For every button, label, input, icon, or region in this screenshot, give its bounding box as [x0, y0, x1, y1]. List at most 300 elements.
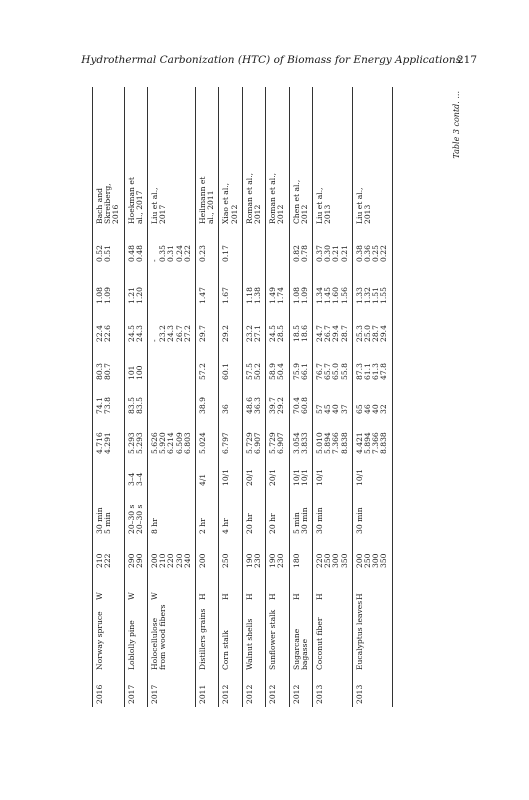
table-cell-hhv — [124, 417, 147, 457]
table-cell-ref — [289, 87, 312, 227]
cell-line: 20–30 s — [134, 504, 144, 534]
table-cell-year — [93, 673, 125, 707]
table-cell-ref — [313, 87, 353, 227]
cell-line: 5.626 — [150, 432, 160, 454]
cell-line: 55.8 — [339, 363, 349, 380]
cell-line: 2016 — [111, 204, 121, 224]
table-cell-feedstock — [219, 603, 242, 673]
table-row — [289, 87, 312, 707]
table-cell-type — [196, 571, 219, 603]
cell-line: 2017 — [158, 204, 168, 224]
table-cell-hhv — [219, 417, 242, 457]
table-cell-c5 — [219, 227, 242, 265]
cell-line: 220 — [166, 553, 176, 568]
table-cell-year — [196, 673, 219, 707]
cell-line: 58.9 — [268, 363, 278, 380]
cell-line: 26.7 — [174, 325, 184, 342]
cell-line: 40 — [331, 404, 341, 414]
cell-line: 1.21 — [126, 287, 136, 304]
cell-line: 5.024 — [198, 432, 208, 454]
cell-line: 32 — [379, 404, 389, 414]
table-cell-c5 — [148, 227, 196, 265]
table-cell-c3 — [124, 307, 147, 345]
cell-line: 1.33 — [354, 287, 364, 304]
cell-line: 0.36 — [363, 245, 373, 262]
cell-line: 1.55 — [379, 287, 389, 304]
cell-line: 30 min — [299, 507, 309, 534]
table-cell-c3 — [352, 307, 392, 345]
cell-line: 36.3 — [253, 397, 263, 414]
table-cell-time — [289, 489, 312, 537]
table-cell-hhv — [352, 417, 392, 457]
table-cell-type — [313, 571, 353, 603]
table-cell-ref — [219, 87, 242, 227]
table-cell-ratio — [219, 457, 242, 489]
cell-line: 2012 — [221, 684, 231, 704]
cell-line: 6.797 — [221, 432, 231, 454]
cell-line: 0.25 — [371, 245, 381, 262]
table-cell-c5 — [313, 227, 353, 265]
table-cell-c5 — [242, 227, 265, 265]
cell-line: 250 — [323, 553, 333, 568]
cell-line: 83.5 — [134, 397, 144, 414]
table-cell-hhv — [266, 417, 289, 457]
table-cell-type — [266, 571, 289, 603]
table-cell-c5 — [124, 227, 147, 265]
table-cell-year — [266, 673, 289, 707]
cell-line: 2012 — [299, 204, 309, 224]
cell-line: 350 — [339, 553, 349, 568]
table-cell-c2 — [266, 345, 289, 383]
cell-line: 65 — [354, 404, 364, 414]
cell-line: 10/1 — [315, 468, 325, 486]
table-cell-hhv — [93, 417, 125, 457]
cell-line: 83.5 — [126, 397, 136, 414]
cell-line: 1.45 — [323, 287, 333, 304]
cell-line: 3–4 — [126, 472, 136, 486]
cell-line: 80.3 — [95, 363, 104, 380]
cell-line: Norway spruce — [95, 611, 104, 670]
continued-note: Table 3 contd. ... — [452, 91, 461, 159]
cell-line: W — [126, 592, 136, 600]
table-row — [93, 87, 125, 707]
cell-line: 200 — [354, 553, 364, 568]
rotated-table-block — [92, 87, 461, 707]
cell-line: 1.32 — [363, 287, 373, 304]
table-cell-ratio — [124, 457, 147, 489]
cell-line: 0.48 — [126, 245, 136, 262]
cell-line: 0.82 — [291, 245, 301, 262]
table-cell-ref — [148, 87, 196, 227]
cell-line: 29.2 — [221, 325, 231, 342]
table-cell-c3 — [148, 307, 196, 345]
cell-line: 23.2 — [244, 325, 254, 342]
cell-line: 0.37 — [315, 245, 325, 262]
cell-line: 0.38 — [354, 245, 364, 262]
cell-line: 27.2 — [182, 325, 192, 342]
cell-line: 65.7 — [323, 363, 333, 380]
cell-line: 20–30 s — [126, 504, 136, 534]
cell-line: 27.1 — [253, 325, 263, 342]
cell-line: 250 — [221, 553, 231, 568]
table-cell-temp — [352, 537, 392, 571]
cell-line: 350 — [379, 553, 389, 568]
cell-line: 2013 — [354, 684, 364, 704]
cell-line: 190 — [268, 553, 278, 568]
cell-line: 222 — [103, 553, 113, 568]
cell-line: 5.894 — [323, 432, 333, 454]
cell-line: 8 hr — [150, 518, 160, 534]
cell-line: H — [221, 593, 231, 600]
cell-line: Roman et al., — [244, 172, 254, 224]
cell-line: Holocellulose — [150, 617, 160, 670]
table-cell-ref — [352, 87, 392, 227]
table-cell-time — [313, 489, 353, 537]
cell-line: 2012 — [229, 204, 239, 224]
cell-line: - — [150, 339, 160, 342]
cell-line: 1.51 — [371, 287, 381, 304]
cell-line: 3.833 — [299, 432, 309, 454]
cell-line: 3.054 — [291, 432, 301, 454]
cell-line: 0.35 — [158, 245, 168, 262]
table-cell-c1 — [313, 383, 353, 417]
cell-line: Roman et al., — [268, 172, 278, 224]
table-cell-c3 — [196, 307, 219, 345]
cell-line: 24.3 — [166, 325, 176, 342]
cell-line: 250 — [363, 553, 373, 568]
table-cell-hhv — [196, 417, 219, 457]
cell-line: Coconut fiber — [315, 617, 325, 670]
table-cell-c1 — [219, 383, 242, 417]
table-cell-c1 — [352, 383, 392, 417]
cell-line: 61.1 — [363, 363, 373, 380]
cell-line: 87.3 — [354, 363, 364, 380]
cell-line: Chen et al., — [291, 179, 301, 224]
cell-line: 22.4 — [95, 325, 104, 342]
cell-line: 6.214 — [166, 432, 176, 454]
table-cell-feedstock — [93, 603, 125, 673]
cell-line: 200 — [150, 553, 160, 568]
cell-line: 4 hr — [221, 518, 231, 534]
table-cell-c4 — [352, 265, 392, 307]
table-cell-c2 — [196, 345, 219, 383]
cell-line: Liu et al., — [315, 187, 325, 224]
table-cell-ratio — [93, 457, 125, 489]
cell-line: 10/1 — [291, 468, 301, 486]
table-cell-type — [124, 571, 147, 603]
table-cell-c5 — [93, 227, 125, 265]
cell-line: 26.7 — [323, 325, 333, 342]
cell-line: 40 — [371, 404, 381, 414]
cell-line: 57 — [315, 404, 325, 414]
cell-line: 2012 — [268, 684, 278, 704]
cell-line: 1.38 — [253, 287, 263, 304]
table-cell-ref — [124, 87, 147, 227]
table-cell-year — [313, 673, 353, 707]
cell-line: 4.421 — [354, 432, 364, 454]
table-cell-time — [219, 489, 242, 537]
cell-line: 1.09 — [299, 287, 309, 304]
data-table — [92, 87, 393, 707]
cell-line: 1.67 — [221, 287, 231, 304]
cell-line: 70.4 — [291, 397, 301, 414]
cell-line: 0.17 — [221, 245, 231, 262]
cell-line: H — [268, 593, 278, 600]
table-cell-c2 — [242, 345, 265, 383]
cell-line: 57.5 — [244, 363, 254, 380]
cell-line: al., 2017 — [134, 190, 144, 224]
table-cell-ratio — [289, 457, 312, 489]
table-cell-c4 — [242, 265, 265, 307]
cell-line: Liu et al., — [354, 187, 364, 224]
table-cell-ref — [266, 87, 289, 227]
cell-line: 101 — [126, 365, 136, 380]
cell-line: 4/1 — [198, 473, 208, 486]
table-cell-hhv — [289, 417, 312, 457]
cell-line: 66.1 — [299, 363, 309, 380]
cell-line: 240 — [182, 553, 192, 568]
cell-line: 5.729 — [244, 432, 254, 454]
table-cell-c4 — [93, 265, 125, 307]
cell-line: 20 hr — [244, 513, 254, 534]
table-cell-year — [124, 673, 147, 707]
table-cell-feedstock — [313, 603, 353, 673]
cell-line: 1.18 — [244, 287, 254, 304]
table-row — [124, 87, 147, 707]
cell-line: 23.2 — [158, 325, 168, 342]
cell-line: bagasse — [299, 638, 309, 670]
table-cell-c2 — [313, 345, 353, 383]
table-cell-temp — [313, 537, 353, 571]
page-number: 217 — [456, 54, 477, 66]
cell-line: 1.56 — [339, 287, 349, 304]
cell-line: 5.920 — [158, 432, 168, 454]
cell-line: 230 — [174, 553, 184, 568]
cell-line: 28.7 — [339, 325, 349, 342]
table-cell-c5 — [352, 227, 392, 265]
cell-line: 1.47 — [198, 287, 208, 304]
cell-line: 30 min — [95, 507, 104, 534]
cell-line: 20/1 — [268, 468, 278, 486]
cell-line: 28.7 — [371, 325, 381, 342]
cell-line: 10/1 — [221, 468, 231, 486]
cell-line: H — [291, 593, 301, 600]
cell-line: 5.729 — [268, 432, 278, 454]
table-cell-c1 — [124, 383, 147, 417]
cell-line: 4.291 — [103, 432, 113, 454]
table-cell-feedstock — [242, 603, 265, 673]
cell-line: 0.21 — [331, 245, 341, 262]
table-cell-feedstock — [124, 603, 147, 673]
cell-line: 65.0 — [331, 363, 341, 380]
table-cell-c1 — [196, 383, 219, 417]
table-row — [196, 87, 219, 707]
cell-line: 25.0 — [363, 325, 373, 342]
cell-line: 24.7 — [315, 325, 325, 342]
cell-line: 7.366 — [371, 432, 381, 454]
table-cell-c2 — [148, 345, 196, 383]
table-cell-c5 — [289, 227, 312, 265]
cell-line: 45 — [323, 404, 333, 414]
table-cell-ratio — [313, 457, 353, 489]
cell-line: 1.09 — [103, 287, 113, 304]
cell-line: 230 — [276, 553, 286, 568]
cell-line: 73.8 — [103, 397, 113, 414]
table-row — [148, 87, 196, 707]
table-cell-c1 — [148, 383, 196, 417]
cell-line: 7.366 — [331, 432, 341, 454]
table-cell-time — [196, 489, 219, 537]
table-cell-feedstock — [148, 603, 196, 673]
cell-line: Eucalyptus leaves — [354, 600, 364, 670]
cell-line: Distillers grains — [198, 608, 208, 670]
cell-line: H — [315, 593, 325, 600]
cell-line: 0.78 — [299, 245, 309, 262]
cell-line: 30 min — [354, 507, 364, 534]
cell-line: H — [244, 593, 254, 600]
cell-line: 2011 — [198, 684, 208, 704]
cell-line: Sunflower stalk — [268, 609, 278, 670]
cell-line: - — [150, 259, 160, 262]
table-cell-c3 — [93, 307, 125, 345]
cell-line: W — [150, 592, 160, 600]
cell-line: 37 — [339, 404, 349, 414]
table-cell-c2 — [219, 345, 242, 383]
cell-line: 10/1 — [299, 468, 309, 486]
cell-line: 3–4 — [134, 472, 144, 486]
table-cell-c4 — [148, 265, 196, 307]
cell-line: 5 min — [291, 512, 301, 534]
table-cell-feedstock — [266, 603, 289, 673]
table-cell-type — [93, 571, 125, 603]
cell-line: 29.2 — [276, 397, 286, 414]
cell-line: 28.5 — [276, 325, 286, 342]
table-cell-c1 — [289, 383, 312, 417]
table-cell-c4 — [266, 265, 289, 307]
table-cell-hhv — [242, 417, 265, 457]
table-cell-c3 — [242, 307, 265, 345]
table-cell-time — [124, 489, 147, 537]
table-cell-c3 — [313, 307, 353, 345]
table-cell-feedstock — [196, 603, 219, 673]
cell-line: H — [198, 593, 208, 600]
cell-line: 100 — [134, 365, 144, 380]
cell-line: 2013 — [323, 204, 333, 224]
cell-line: Xiao et al., — [221, 182, 231, 224]
cell-line: H — [354, 593, 364, 600]
cell-line: 6.907 — [276, 432, 286, 454]
table-cell-temp — [93, 537, 125, 571]
cell-line: 46 — [363, 404, 373, 414]
cell-line: 5 min — [103, 512, 113, 534]
cell-line: 210 — [158, 553, 168, 568]
cell-line: 5.293 — [134, 432, 144, 454]
cell-line: 0.52 — [95, 245, 104, 262]
cell-line: 6.907 — [253, 432, 263, 454]
cell-line: 200 — [198, 553, 208, 568]
cell-line: 30 min — [315, 507, 325, 534]
table-cell-time — [266, 489, 289, 537]
table-cell-c2 — [352, 345, 392, 383]
table-cell-c3 — [266, 307, 289, 345]
cell-line: 2013 — [363, 204, 373, 224]
cell-line: Corn stalk — [221, 630, 231, 670]
cell-line: Hoekman et — [126, 177, 136, 224]
cell-line: 290 — [126, 553, 136, 568]
table-cell-time — [352, 489, 392, 537]
table-row — [242, 87, 265, 707]
cell-line: 57.2 — [198, 363, 208, 380]
table-cell-ref — [242, 87, 265, 227]
cell-line: 6.803 — [182, 432, 192, 454]
cell-line: 39.7 — [268, 397, 278, 414]
cell-line: 18.6 — [299, 325, 309, 342]
cell-line: 290 — [134, 553, 144, 568]
table-cell-c2 — [124, 345, 147, 383]
cell-line: 8.838 — [339, 432, 349, 454]
cell-line: 36 — [221, 404, 231, 414]
cell-line: 25.3 — [354, 325, 364, 342]
cell-line: Skreiberg, — [103, 183, 113, 224]
cell-line: 220 — [315, 553, 325, 568]
cell-line: 0.30 — [323, 245, 333, 262]
table-cell-c3 — [289, 307, 312, 345]
table-cell-c3 — [219, 307, 242, 345]
cell-line: 5.293 — [126, 432, 136, 454]
cell-line: 60.8 — [299, 397, 309, 414]
cell-line: 1.20 — [134, 287, 144, 304]
cell-line: 230 — [253, 553, 263, 568]
table-cell-c4 — [196, 265, 219, 307]
cell-line: 80.7 — [103, 363, 113, 380]
cell-line: 0.23 — [198, 245, 208, 262]
cell-line: 2 hr — [198, 518, 208, 534]
cell-line: 0.21 — [339, 245, 349, 262]
cell-line: 1.08 — [95, 287, 104, 304]
cell-line: 180 — [291, 553, 301, 568]
table-cell-ratio — [266, 457, 289, 489]
cell-line: 0.48 — [134, 245, 144, 262]
cell-line: Heilmann et — [198, 176, 208, 224]
cell-line: 2016 — [95, 684, 104, 704]
cell-line: Loblolly pine — [126, 620, 136, 670]
cell-line: 2012 — [244, 684, 254, 704]
cell-line: 75.9 — [291, 363, 301, 380]
cell-line: 0.51 — [103, 245, 113, 262]
table-cell-hhv — [313, 417, 353, 457]
cell-line: 2017 — [150, 684, 160, 704]
cell-line: 24.5 — [268, 325, 278, 342]
cell-line: 2012 — [253, 204, 263, 224]
table-cell-feedstock — [352, 600, 392, 673]
cell-line: 0.24 — [174, 245, 184, 262]
table-cell-year — [219, 673, 242, 707]
table-cell-ratio — [242, 457, 265, 489]
table-cell-temp — [219, 537, 242, 571]
cell-line: 2012 — [291, 684, 301, 704]
cell-line: 1.08 — [291, 287, 301, 304]
cell-line: 48.6 — [244, 397, 254, 414]
table-cell-type — [242, 571, 265, 603]
cell-line: 2017 — [126, 684, 136, 704]
table-cell-year — [148, 673, 196, 707]
cell-line: 0.22 — [379, 245, 389, 262]
cell-line: 29.4 — [331, 325, 341, 342]
table-cell-c2 — [289, 345, 312, 383]
cell-line: Bach and — [95, 188, 104, 224]
table-cell-c1 — [266, 383, 289, 417]
cell-line: 60.1 — [221, 363, 231, 380]
